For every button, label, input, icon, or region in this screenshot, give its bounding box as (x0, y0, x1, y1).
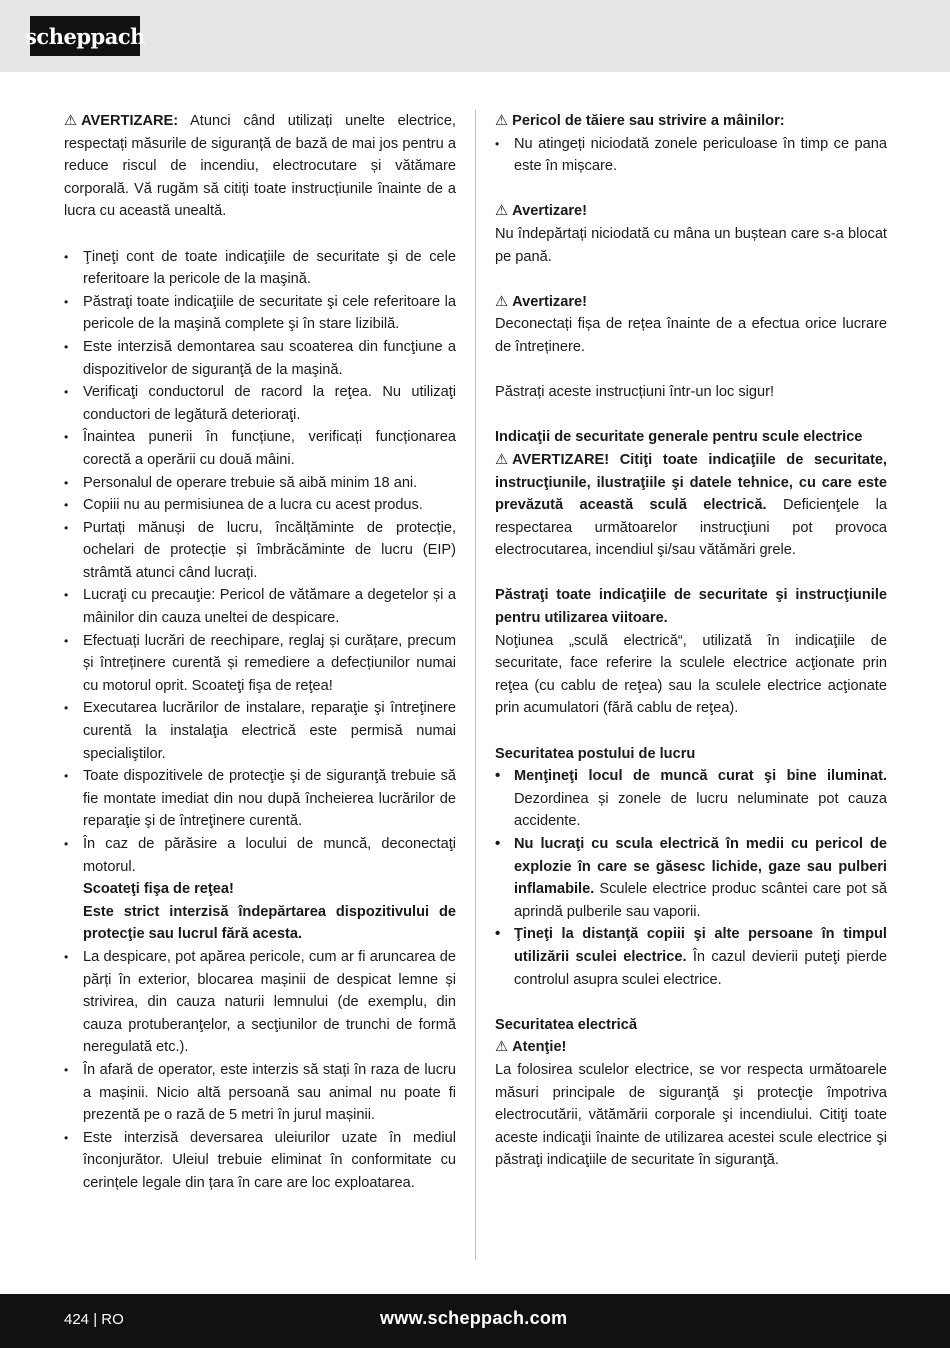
page-header (0, 0, 950, 72)
keep-all-section (495, 584, 887, 720)
warning-maintenance-section (495, 291, 887, 359)
workplace-section (495, 743, 887, 992)
list-item: • Copiii nu au permisiunea de a lucra cu acest produs. (64, 494, 456, 517)
language-code: RO (101, 1311, 124, 1328)
website-link[interactable]: www.scheppach.com (380, 1308, 568, 1328)
right-column (495, 110, 887, 1172)
list-item: • Toate dispozitivele de protecţie şi de siguranţă trebuie să fie montate imediat din nou după încheierea lucrărilor de reparaţie şi de întreţinere curentă. (64, 765, 456, 833)
list-item: • Păstraţi toate indicaţiile de securitate şi cele referitoare la pericole de la maşină complete şi în stare lizibilă. (64, 291, 456, 336)
warning-log-section (495, 200, 887, 268)
list-item: • Nu atingeți niciodată zonele periculoase în timp ce pana este în mișcare. (495, 133, 887, 178)
list-item: • Executarea lucrărilor de instalare, reparaţie şi întreţinere curentă la instalaţia electrică este permisă numai specialiştilor. (64, 697, 456, 765)
list-item: • Verificaţi conductorul de racord la reţea. Nu utilizaţi conductori de legătură deterioraţi. (64, 381, 456, 426)
list-item: • Este interzisă deversarea uleiurilor uzate în mediul înconjurător. Uleiul trebuie eliminat în conformitate cu cerințele legale din țara în care are loc exploatarea. (64, 1127, 456, 1195)
list-item: • Înaintea punerii în funcțiune, verificați funcționarea corectă a operării cu două mâini. (64, 426, 456, 471)
warning-text: Deconectați fișa de rețea înainte de a efectua orice lucrare de întreținere. (495, 316, 887, 355)
list-item: • La despicare, pot apărea pericole, cum ar fi aruncarea de părți în exterior, blocarea mașinii de despicat lemne și strivirea, din cauza naturii lemnului (de exemplu, din cauza protuberanţelor, a secţiunilor de trunchi de formă neregulată etc.). (64, 946, 456, 1059)
list-item: • Personalul de operare trebuie să aibă minim 18 ani. (64, 472, 456, 495)
warning-triangle-icon: ⚠ (495, 203, 509, 220)
hand-hazard-list (495, 133, 887, 178)
list-item: • În afară de operator, este interzis să stați în raza de lucru a mașinii. Nicio altă persoană sau animal nu poate fi prezentă pe o rază de 5 metri în jurul mașinii. (64, 1059, 456, 1127)
hand-hazard-section (495, 110, 887, 178)
list-item: • Efectuați lucrări de reechipare, reglaj și curățare, precum și întreținere curentă și remediere a defecțiunilor numai cu motorul oprit. Scoateţi fişa de reţea! (64, 630, 456, 698)
keep-instructions-text: Păstrați aceste instrucțiuni într-un loc sigur! (495, 384, 775, 401)
warning-text: Atunci când utilizați unelte electrice, respectați măsurile de siguranță de bază de mai jos pentru a reduce riscul de incendiu, electrocutare și vătămare corporală. Vă rugăm să citiți toate instrucțiunile înainte de a lucra cu această unealtă. (64, 113, 456, 220)
safety-list (64, 246, 456, 1195)
warning-heading: ⚠ Atenţie! (495, 1036, 887, 1059)
warning-triangle-icon: ⚠ (495, 451, 509, 468)
list-item: • Lucraţi cu precauţie: Pericol de vătămare a degetelor și a mâinilor din cauza uneltei de despicare. (64, 584, 456, 629)
list-item: • În caz de părăsire a locului de muncă, deconectaţi motorul. (64, 833, 456, 878)
electrical-paragraph: La folosirea sculelor electrice, se vor respecta următoarele măsuri principale de siguranţă şi protecţie împotriva electrocutării, vătămării corporale şi incendiului. Citiţi toate aceste indicaţii înainte de utilizarea acestei scule electrice şi păstraţi indicaţiile de securitate în siguranţă. (495, 1061, 887, 1169)
warning-text: Nu îndepărtați niciodată cu mâna un buștean care s-a blocat pe pană. (495, 225, 887, 265)
unplug-notice: Scoateţi fişa de reţea! (83, 881, 234, 898)
list-item: • Purtați mănuși de lucru, încălțăminte de protecție, ochelari de protecție și îmbrăcăminte de lucru (EIP) strâmtă atunci când lucrați. (64, 517, 456, 585)
warning-triangle-icon: ⚠ (495, 113, 509, 129)
section-heading: Securitatea postului de lucru (495, 745, 696, 762)
general-warning-paragraph (64, 110, 456, 223)
column-divider (475, 110, 476, 1260)
warning-label: AVERTIZARE: (81, 113, 179, 129)
left-column (64, 110, 456, 1195)
warning-heading: ⚠ Avertizare! (495, 291, 887, 314)
list-item: • Nu lucraţi cu scula electrică în medii cu pericol de explozie în care se găsesc lichide, gaze sau pulberi inflamabile. Sculele electrice produc scântei care pot să aprindă pulberile sau vaporii. (495, 833, 887, 923)
section-heading: Securitatea electrică (495, 1016, 637, 1033)
warning-triangle-icon: ⚠ (495, 1039, 509, 1056)
list-item: • Menţineţi locul de muncă curat şi bine iluminat. Dezordinea și zonele de lucru neluminate pot cauza accidente. (495, 765, 887, 833)
notion-paragraph: Noţiunea „sculă electrică“, utilizată în indicaţiile de securitate, face referire la sculele electrice acţionate prin reţea (cu cablu de reţea) sau la sculele electrice acţionate prin acumulatori (fără cablu de reţea). (495, 632, 887, 717)
guard-removal-notice: Este strict interzisă îndepărtarea dispozitivului de protecţie sau lucrul fără acesta. (83, 903, 456, 943)
warning-triangle-icon: ⚠ (495, 293, 509, 310)
list-item: • Ţineţi la distanţă copiii şi alte persoane în timpul utilizării sculei electrice. În cazul devierii puteţi pierde controlul asupra sculei electrice. (495, 923, 887, 991)
scheppach-logo: scheppach (30, 16, 140, 56)
page-footer (0, 1294, 950, 1348)
hand-hazard-heading: ⚠ Pericol de tăiere sau strivire a mâinilor: (495, 110, 887, 133)
list-item: • Ţineţi cont de toate indicaţiile de securitate şi de cele referitoare la pericole de la maşină. (64, 246, 456, 291)
warning-heading: ⚠ Avertizare! (495, 200, 887, 223)
warning-triangle-icon: ⚠ (64, 113, 78, 129)
keep-all-heading: Păstraţi toate indicaţiile de securitate şi instrucţiunile pentru utilizarea viitoare. (495, 587, 887, 627)
general-safety-section (495, 426, 887, 562)
list-item: • Este interzisă demontarea sau scoaterea din funcţiune a dispozitivelor de siguranţă de la maşină. (64, 336, 456, 381)
page-number: 424 | RO (64, 1311, 124, 1328)
workplace-list (495, 765, 887, 991)
section-heading: Indicaţii de securitate generale pentru scule electrice (495, 429, 863, 446)
general-warning-paragraph: ⚠ AVERTIZARE! Citiţi toate indicaţiile de securitate, instrucţiunile, ilustraţiile şi datele tehnice, cu care este prevăzută această sculă electrică. Deficienţele la respectarea următoarelor instrucţiuni pot provoca electrocutarea, incendiul şi/sau vătămări grele. (495, 449, 887, 562)
electrical-section (495, 1014, 887, 1172)
